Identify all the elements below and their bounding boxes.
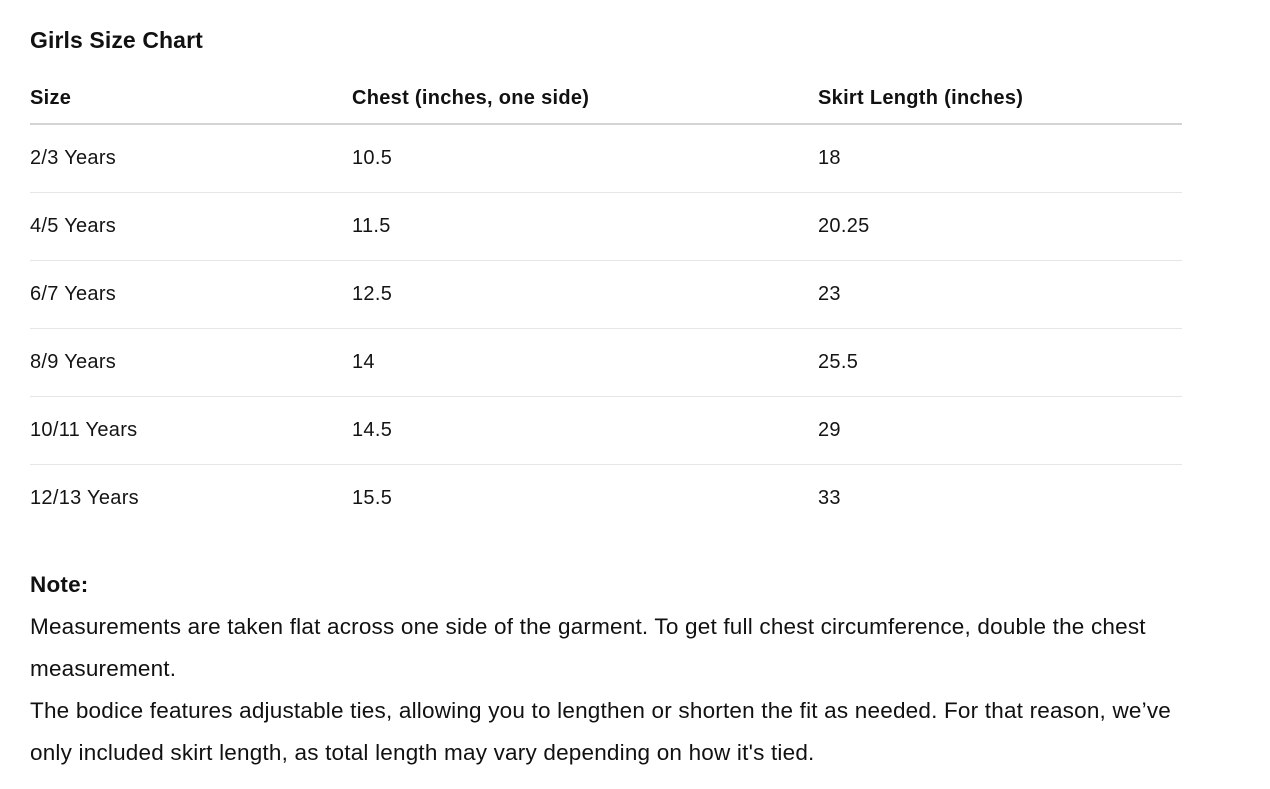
table-header [30, 72, 1182, 124]
table-row [30, 192, 1182, 260]
cell-size: 4/5 Years [30, 214, 117, 237]
cell-chest: 12.5 [352, 282, 393, 305]
cell-skirt-length: 25.5 [818, 350, 859, 373]
cell-chest: 15.5 [352, 486, 393, 509]
cell-skirt-length: 33 [818, 486, 841, 509]
cell-skirt-length: 18 [818, 146, 841, 169]
table-body [30, 124, 1182, 532]
header-chest: Chest (inches, one side) [352, 87, 590, 109]
note-label: Note: [30, 572, 89, 597]
cell-skirt-length: 29 [818, 418, 841, 441]
cell-skirt-length: 20.25 [818, 214, 870, 237]
cell-size: 6/7 Years [30, 282, 117, 305]
cell-size: 2/3 Years [30, 146, 117, 169]
note-section [30, 564, 1210, 774]
header-skirt-length: Skirt Length (inches) [818, 87, 1024, 109]
table-row [30, 260, 1182, 328]
table-row [30, 396, 1182, 464]
note-paragraph: The bodice features adjustable ties, allowing you to lengthen or shorten the fit as needed. For that reason, we’ve only included skirt length, as total length may vary depending on how it's tied. [30, 698, 1171, 765]
note-paragraph: Measurements are taken flat across one side of the garment. To get full chest circumference, double the chest measurement. [30, 614, 1146, 681]
cell-size: 8/9 Years [30, 350, 117, 373]
cell-chest: 11.5 [352, 214, 391, 237]
cell-chest: 14 [352, 350, 375, 373]
cell-size: 10/11 Years [30, 418, 138, 441]
cell-chest: 14.5 [352, 418, 393, 441]
table-row [30, 464, 1182, 532]
cell-size: 12/13 Years [30, 486, 139, 509]
cell-skirt-length: 23 [818, 282, 841, 305]
size-table [30, 72, 1182, 532]
table-row [30, 328, 1182, 396]
cell-chest: 10.5 [352, 146, 393, 169]
table-header-row [30, 72, 1182, 124]
header-size: Size [30, 87, 72, 109]
page-title: Girls Size Chart [30, 27, 203, 53]
table-row [30, 124, 1182, 192]
